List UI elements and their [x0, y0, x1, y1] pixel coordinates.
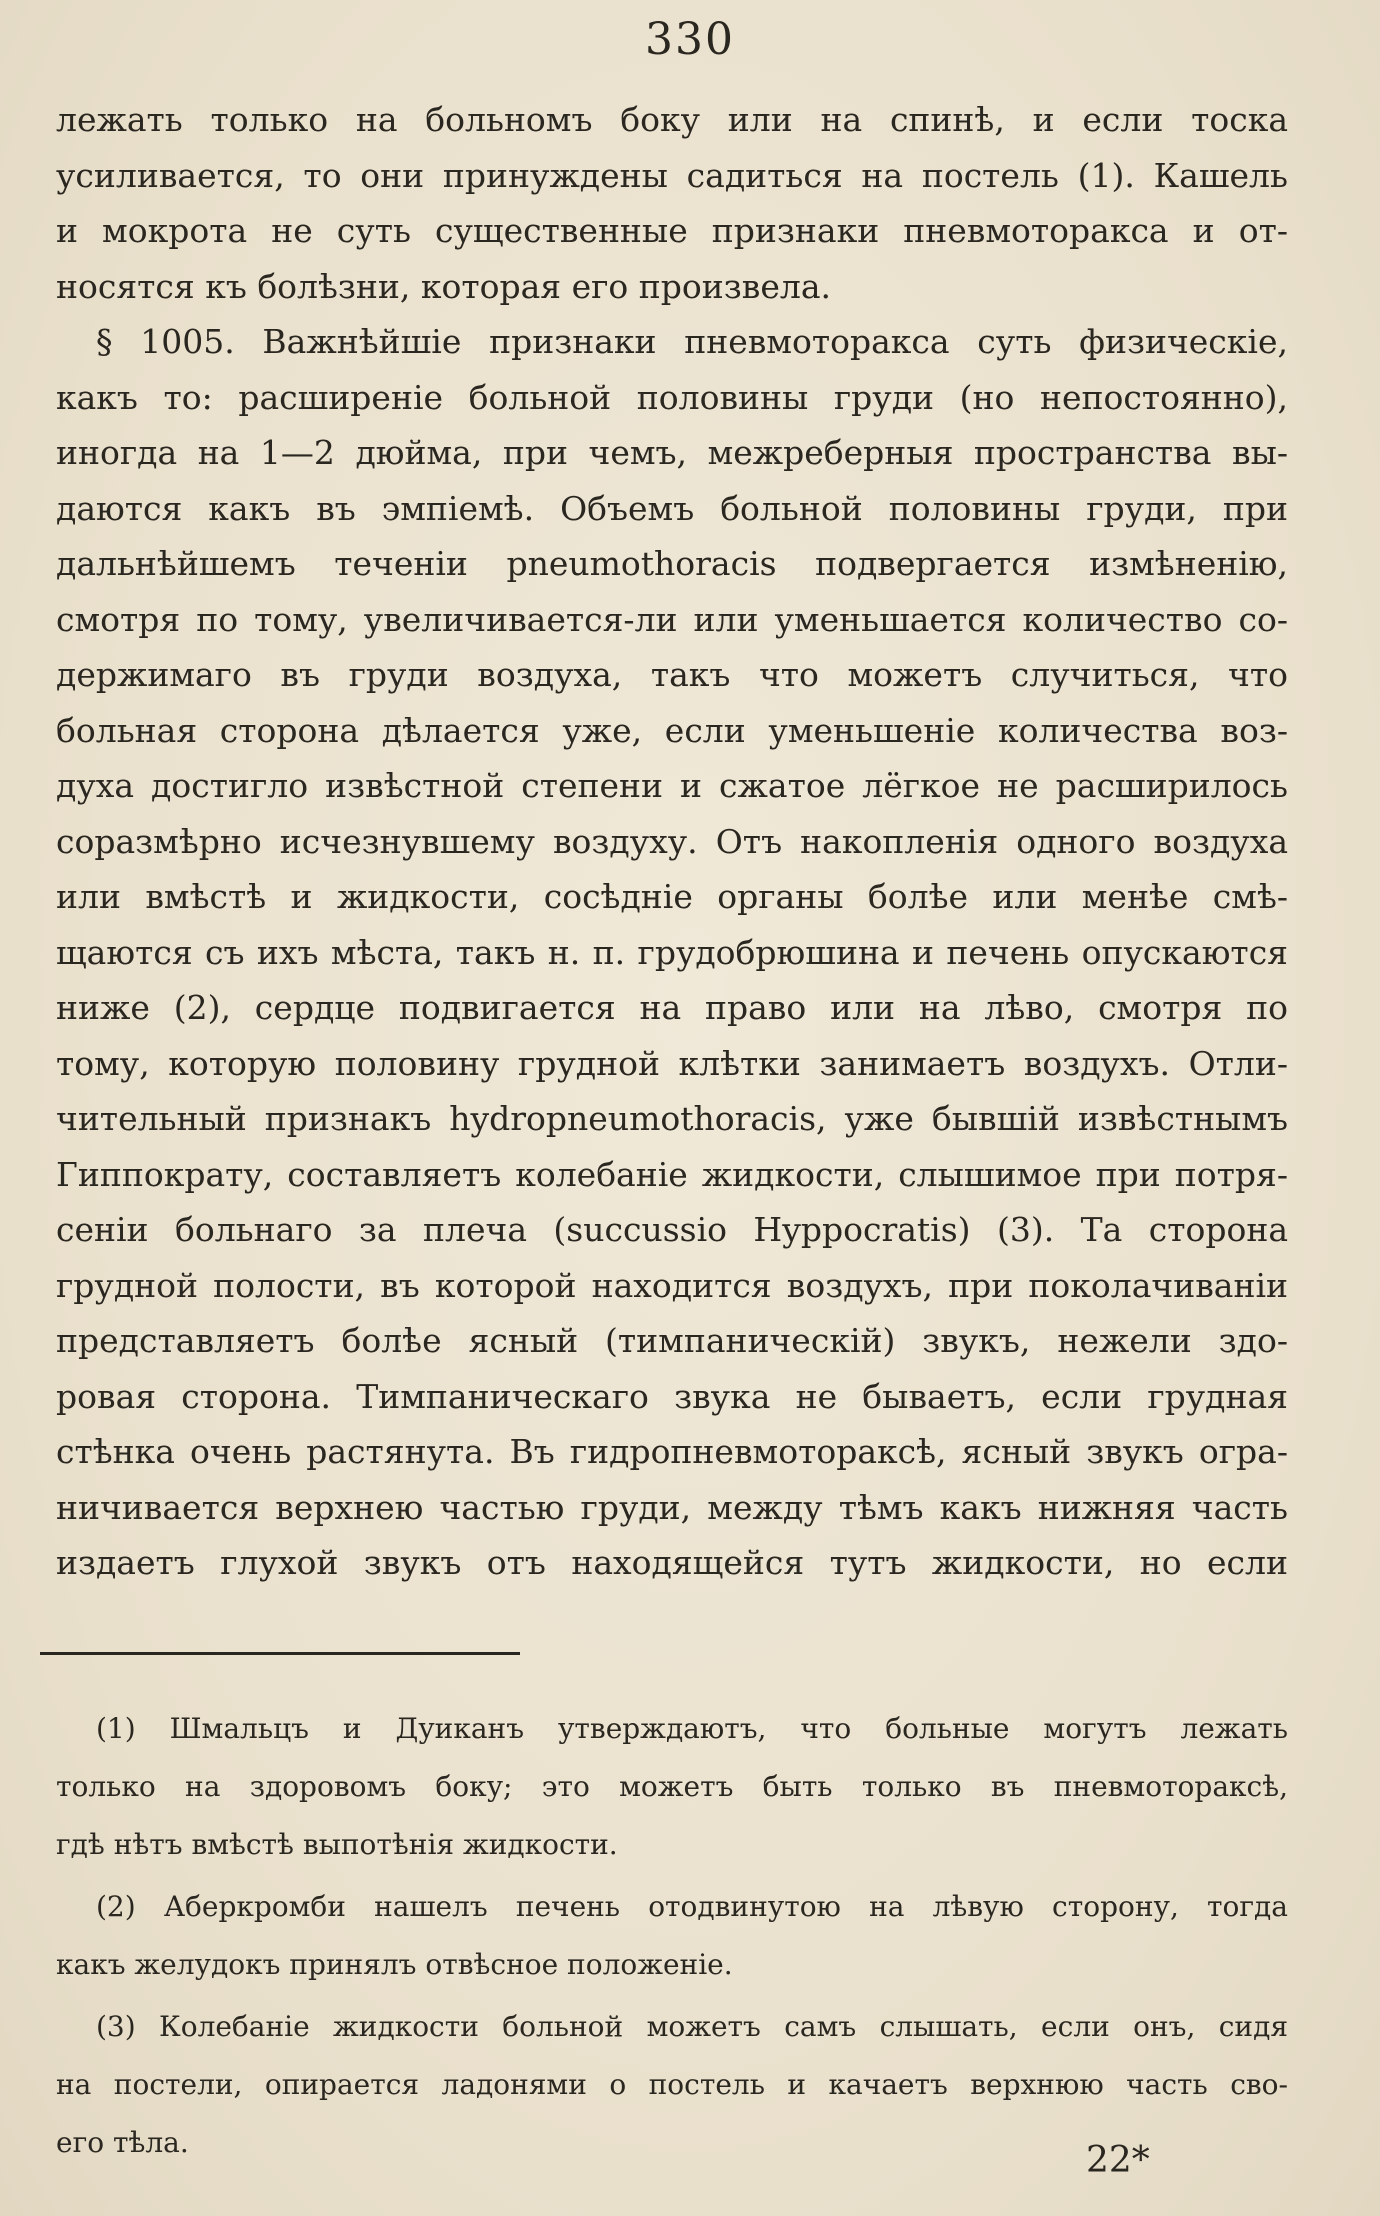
- text-line: соразмѣрно исчезнувшему воздуху. Отъ накопленія одного воздуха: [56, 821, 1288, 861]
- text-line: стѣнка очень растянута. Въ гидропневмотораксѣ, ясный звукъ огра-: [56, 1432, 1288, 1471]
- text-line: больная сторона дѣлается уже, если уменьшеніе количества воз-: [56, 710, 1288, 750]
- text-line: ничивается верхнею частью груди, между тѣмъ какъ нижняя часть: [56, 1487, 1288, 1527]
- text-line: носятся къ болѣзни, которая его произвела.: [56, 266, 832, 306]
- text-line: какъ то: расширеніе больной половины груди (но непостоянно),: [56, 377, 1288, 417]
- text-line: смотря по тому, увеличивается-ли или уменьшается количество со-: [56, 599, 1288, 639]
- text-line: представляетъ болѣе ясный (тимпаническій) звукъ, нежели здо-: [56, 1321, 1288, 1360]
- text-line: или вмѣстѣ и жидкости, сосѣдніе органы болѣе или менѣе смѣ-: [56, 877, 1288, 916]
- text-line: тому, которую половину грудной клѣтки занимаетъ воздухъ. Отли-: [56, 1043, 1288, 1083]
- footnote-line: какъ желудокъ принялъ отвѣсное положеніе.: [56, 1948, 733, 1981]
- footnote-line: на постели, опирается ладонями о постель и качаетъ верхнюю часть сво-: [56, 2068, 1288, 2101]
- text-line: чительный признакъ hydropneumothoracis, уже бывшій извѣстнымъ: [56, 1099, 1288, 1138]
- text-line: § 1005. Важнѣйшіе признаки пневмоторакса суть физическіе,: [96, 322, 1288, 361]
- text-line: духа достигло извѣстной степени и сжатое лёгкое не расширилось: [56, 766, 1288, 805]
- footnote-line: (1) Шмальцъ и Дуиканъ утверждаютъ, что больные могутъ лежать: [96, 1712, 1288, 1745]
- text-line: дальнѣйшемъ теченіи pneumothoracis подвергается измѣненію,: [56, 544, 1288, 583]
- text-line: Гиппократу, составляетъ колебаніе жидкости, слышимое при потря-: [56, 1154, 1288, 1194]
- main-text: [56, 92, 1288, 1591]
- footnote-2: [56, 1878, 1288, 1994]
- text-line: щаются съ ихъ мѣста, такъ н. п. грудобрюшина и печень опускаются: [56, 932, 1288, 972]
- text-line: издаетъ глухой звукъ отъ находящейся тутъ жидкости, но если: [56, 1543, 1288, 1582]
- text-line: сеніи больнаго за плеча (succussio Hyppocratis) (3). Та сторона: [56, 1210, 1288, 1249]
- page-number: 330: [645, 14, 735, 65]
- footnote-line: (3) Колебаніе жидкости больной можетъ самъ слышать, если онъ, сидя: [96, 2010, 1288, 2043]
- footnote-line: его тѣла.: [56, 2126, 189, 2159]
- footnote-1: [56, 1700, 1288, 1874]
- text-line: держимаго въ груди воздуха, такъ что можетъ случиться, что: [56, 655, 1288, 694]
- text-line: ниже (2), сердце подвигается на право или на лѣво, смотря по: [56, 988, 1288, 1027]
- text-line: грудной полости, въ которой находится воздухъ, при поколачиваніи: [56, 1265, 1288, 1305]
- text-line: и мокрота не суть существенные признаки пневмоторакса и от-: [56, 211, 1288, 250]
- signature-mark: 22*: [1086, 2140, 1150, 2181]
- footnote-divider: [40, 1652, 520, 1655]
- text-line: даются какъ въ эмпіемѣ. Объемъ больной половины груди, при: [56, 488, 1288, 528]
- footnote-line: гдѣ нѣтъ вмѣстѣ выпотѣнія жидкости.: [56, 1828, 618, 1861]
- text-line: лежать только на больномъ боку или на спинѣ, и если тоска: [56, 100, 1288, 139]
- footnotes: [56, 1700, 1288, 2176]
- footnote-line: (2) Аберкромби нашелъ печень отодвинутою на лѣвую сторону, тогда: [96, 1890, 1288, 1923]
- footnote-line: только на здоровомъ боку; это можетъ быть только въ пневмотораксѣ,: [56, 1770, 1288, 1803]
- text-line: иногда на 1—2 дюйма, при чемъ, межреберныя пространства вы-: [56, 433, 1288, 472]
- text-line: ровая сторона. Тимпаническаго звука не бываетъ, если грудная: [56, 1376, 1288, 1416]
- text-line: усиливается, то они принуждены садиться на постель (1). Кашель: [56, 155, 1288, 195]
